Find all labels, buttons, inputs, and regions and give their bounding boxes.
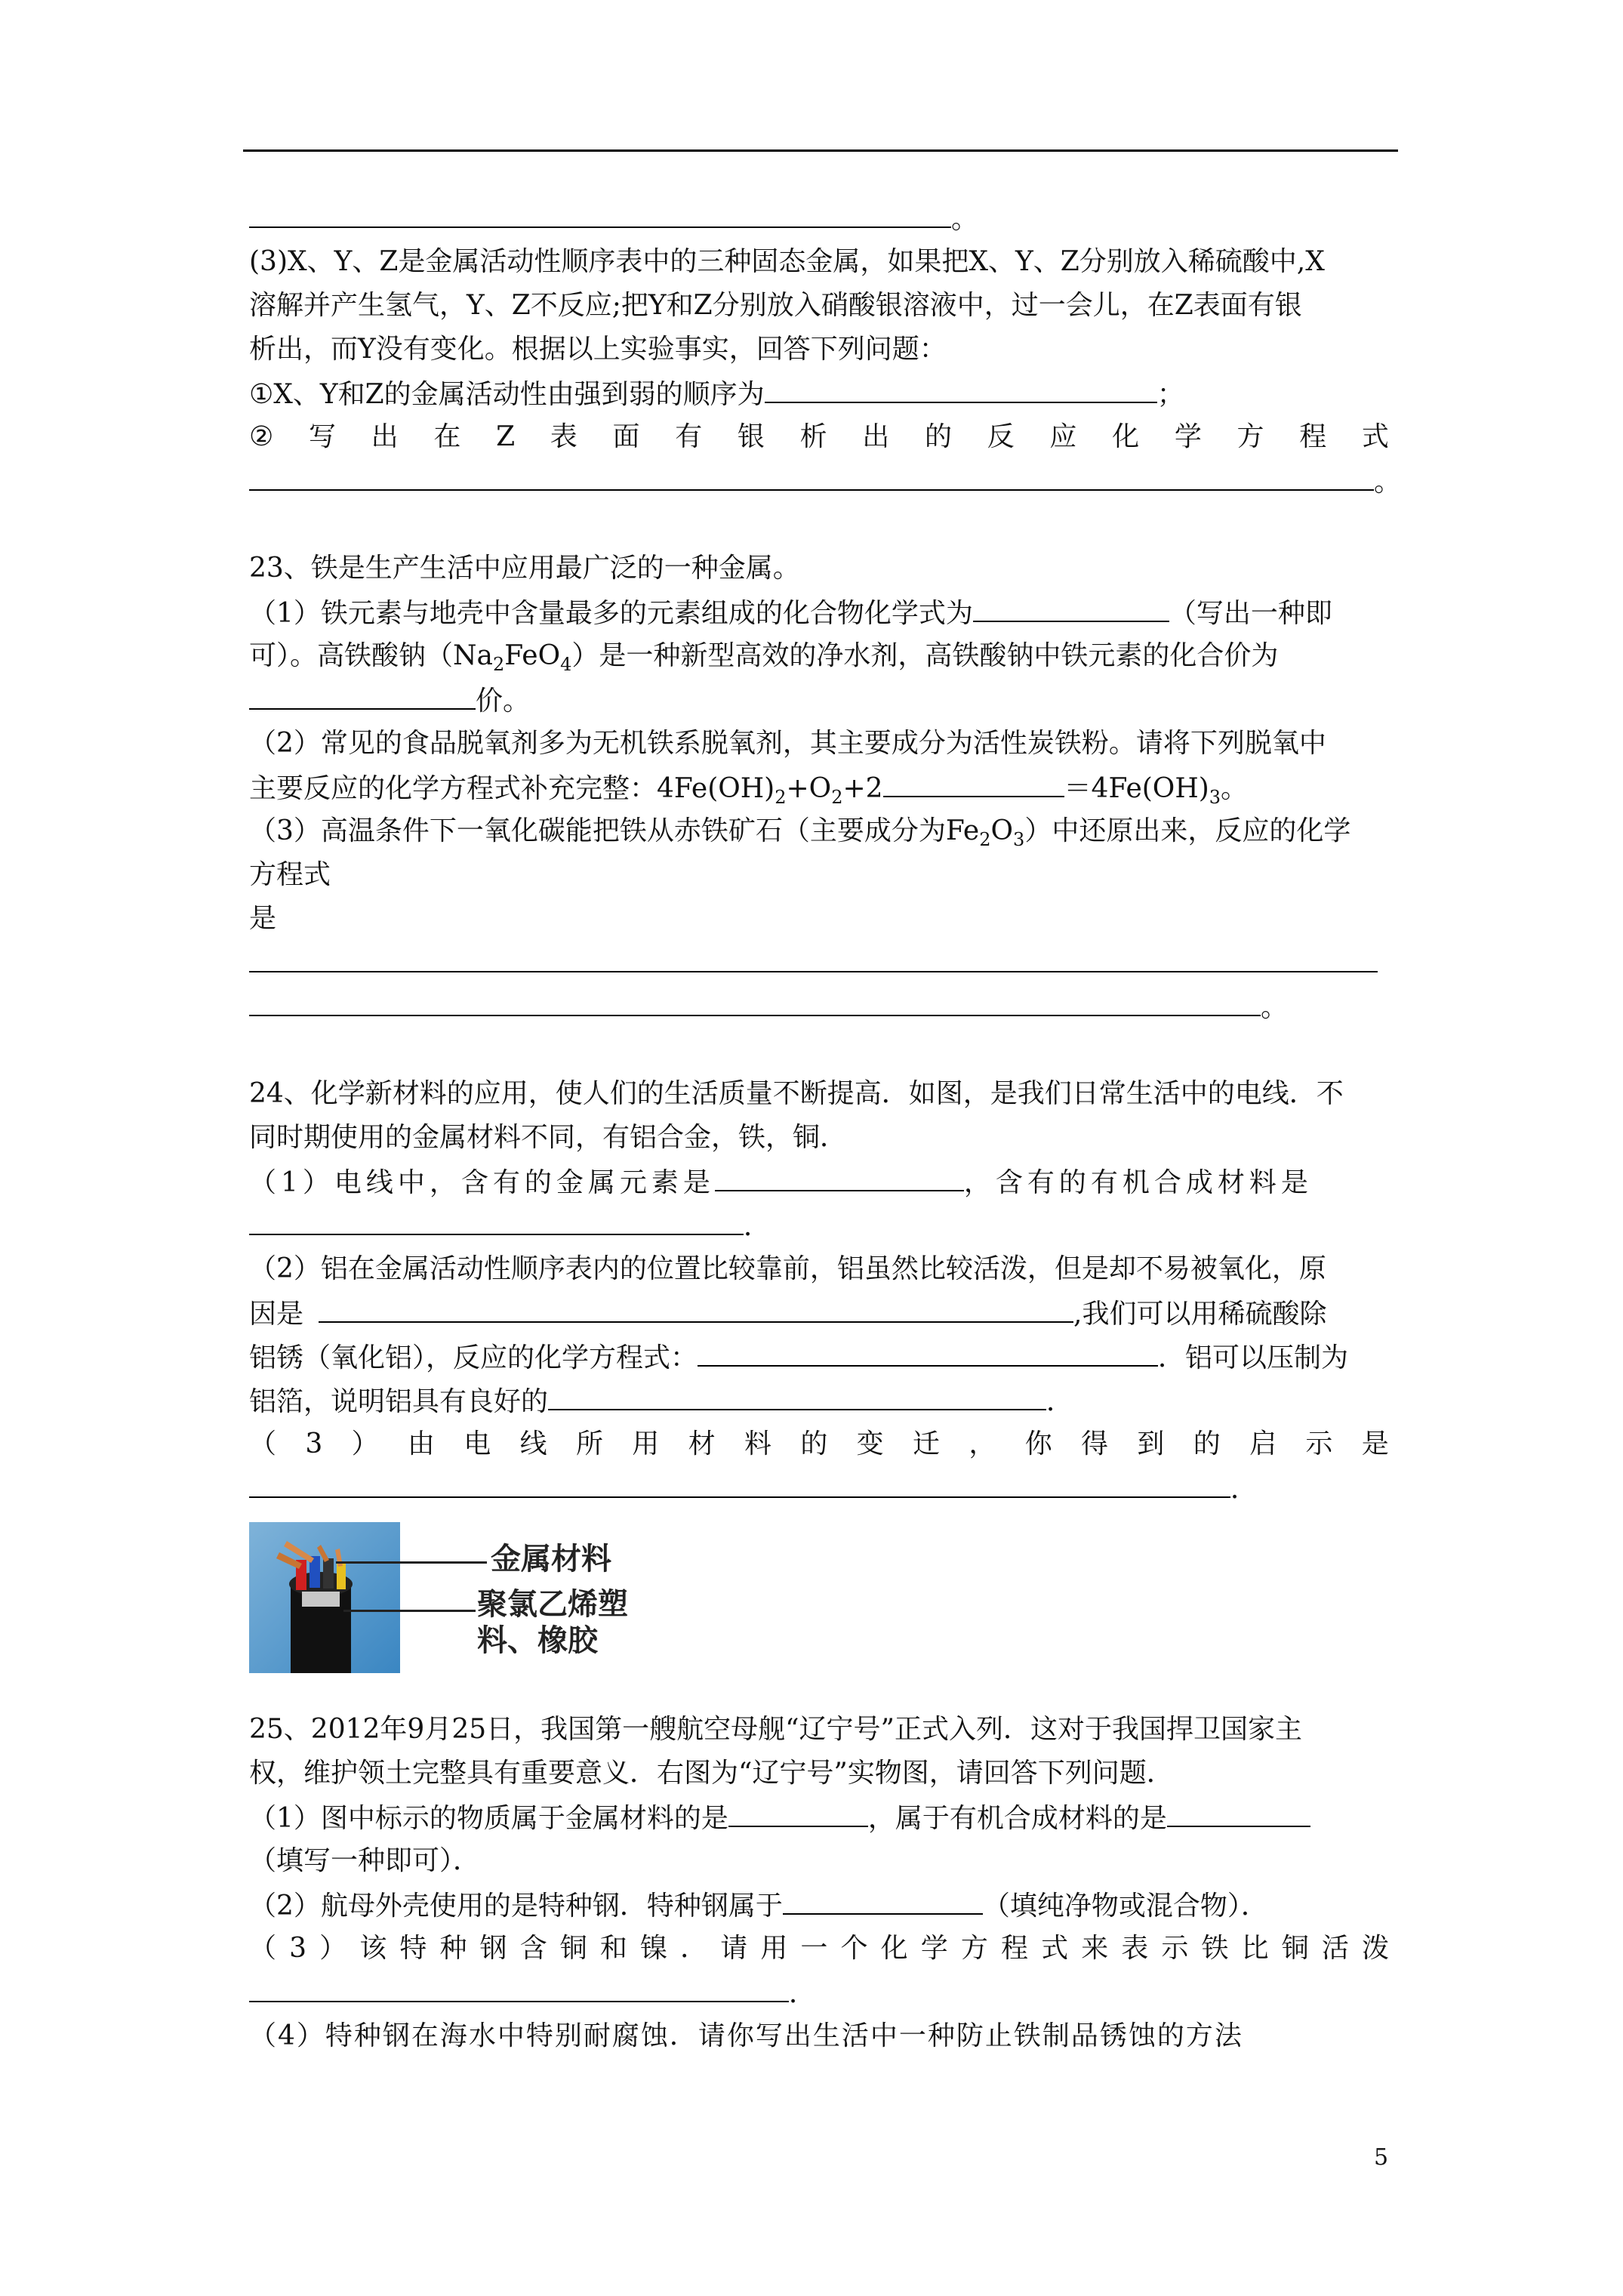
- page-number: 5: [1374, 2144, 1389, 2171]
- justified-char: 材: [688, 1428, 716, 1459]
- justified-char: 电: [463, 1428, 491, 1459]
- q23-p1-line2: 可）。高铁酸钠$(Na_2FeO_4)$是一种新型高效的净水剂，高铁酸钠中铁元素的化合价为: [249, 640, 1279, 676]
- justified-char: 写: [308, 421, 336, 452]
- justified-char: 是: [1361, 1428, 1389, 1459]
- justified-char: 银: [737, 421, 765, 452]
- justified-char: 学: [920, 1933, 948, 1964]
- justified-char: 方: [1236, 421, 1264, 452]
- justified-char: 线: [519, 1428, 547, 1459]
- justified-char: 变: [856, 1428, 884, 1459]
- answer-blank[interactable]: [883, 766, 1064, 797]
- answer-blank[interactable]: [249, 459, 1374, 491]
- justified-char: 所: [575, 1428, 603, 1459]
- q22-continuation-line: 。: [249, 196, 1397, 240]
- justified-char: 表: [1121, 1933, 1149, 1964]
- q24-p2-line2: 因是 ,我们可以用稀硫酸除: [249, 1291, 1397, 1335]
- justified-char: 出: [862, 421, 890, 452]
- justified-char: 钢: [479, 1933, 507, 1964]
- q23-answer-line1: [249, 941, 1397, 985]
- justified-char: （: [249, 1933, 277, 1964]
- justified-char: 启: [1249, 1428, 1277, 1459]
- q25-line2: 权，维护领土完整具有重要意义．右图为“辽宁号”实物图，请回答下列问题．: [249, 1758, 1174, 1789]
- justified-char: 式: [1041, 1933, 1069, 1964]
- justified-char: 铁: [1201, 1933, 1229, 1964]
- justified-char: 含: [519, 1933, 547, 1964]
- justified-char: 镍: [639, 1933, 667, 1964]
- justified-char: 面: [612, 421, 640, 452]
- label-plastic-line2: 料、橡胶: [477, 1623, 598, 1658]
- justified-char: 来: [1081, 1933, 1109, 1964]
- answer-blank[interactable]: [728, 1795, 868, 1827]
- q25-p3-answer: ．: [249, 1971, 1397, 2014]
- q25-p1-line2: （填写一种即可）．: [249, 1845, 481, 1876]
- justified-char: 的: [925, 421, 953, 452]
- answer-blank[interactable]: [249, 196, 951, 228]
- q22-sub2-answer: 。: [249, 459, 1397, 503]
- justified-char: 该: [359, 1933, 387, 1964]
- justified-char: 有: [675, 421, 703, 452]
- justified-char: 请: [720, 1933, 748, 1964]
- justified-char: 由: [407, 1428, 435, 1459]
- q22-sub1: ①X、Y和Z的金属活动性由强到弱的顺序为 ；: [249, 371, 1397, 415]
- answer-blank[interactable]: [548, 1379, 1046, 1410]
- justified-char: 在: [433, 421, 461, 452]
- justified-char: 3: [289, 1933, 307, 1964]
- justified-char: ）: [319, 1933, 347, 1964]
- q23-p3-line3: 是: [249, 903, 277, 934]
- justified-char: （: [249, 1428, 277, 1459]
- justified-char: 出: [371, 421, 399, 452]
- q24-p3-answer: ．: [249, 1466, 1397, 1510]
- justified-char: 示: [1161, 1933, 1189, 1964]
- answer-blank[interactable]: [249, 1466, 1230, 1498]
- justified-char: 程: [1000, 1933, 1028, 1964]
- q22-p3-line1: (3)X、Y、Z是金属活动性顺序表中的三种固态金属，如果把X、Y、Z分别放入稀硫酸中,X: [249, 246, 1325, 277]
- q23-answer-line2: 。: [249, 985, 1397, 1028]
- justified-char: ②: [249, 421, 274, 452]
- justified-char: 用: [632, 1428, 660, 1459]
- q24-p1-line2: ．: [249, 1203, 1397, 1247]
- pointer-line-metal: [336, 1561, 487, 1564]
- justified-char: 学: [1174, 421, 1202, 452]
- q24-p2-line1: （2）铝在金属活动性顺序表内的位置比较靠前，铝虽然比较活泼，但是却不易被氧化，原: [249, 1253, 1326, 1284]
- q22-sub2-justified: [249, 415, 1389, 459]
- justified-char: 应: [1049, 421, 1077, 452]
- answer-blank[interactable]: [973, 590, 1169, 622]
- justified-char: 一: [800, 1933, 828, 1964]
- justified-char: 特: [399, 1933, 427, 1964]
- q23-title: 23、铁是生产生活中应用最广泛的一种金属。: [249, 553, 800, 584]
- justified-char: 3: [305, 1428, 323, 1459]
- label-plastic-line1: 聚氯乙烯塑: [477, 1587, 628, 1622]
- justified-char: Z: [496, 421, 516, 452]
- justified-char: 铜: [1281, 1933, 1309, 1964]
- q25-p4: （4）特种钢在海水中特别耐腐蚀．请你写出生活中一种防止铁制品锈蚀的方法: [249, 2020, 1243, 2051]
- answer-blank[interactable]: [319, 1291, 1073, 1323]
- justified-char: 式: [1361, 421, 1389, 452]
- q24-line1: 24、化学新材料的应用，使人们的生活质量不断提高．如图，是我们日常生活中的电线．不: [249, 1078, 1344, 1109]
- justified-char: ）: [351, 1428, 379, 1459]
- q23-p3-line2: 方程式: [249, 859, 331, 890]
- justified-char: 和: [599, 1933, 627, 1964]
- justified-char: 程: [1299, 421, 1327, 452]
- justified-char: 化: [880, 1933, 908, 1964]
- justified-char: 泼: [1361, 1933, 1389, 1964]
- justified-char: ，: [969, 1428, 996, 1459]
- wire-figure: [249, 1522, 702, 1681]
- answer-blank[interactable]: [715, 1160, 964, 1191]
- justified-char: 料: [744, 1428, 771, 1459]
- justified-char: 方: [960, 1933, 988, 1964]
- q24-p1-line1: （1）电线中，含有的金属元素是 ，含有的有机合成材料是: [249, 1160, 1397, 1203]
- justified-char: 反: [987, 421, 1015, 452]
- electric-wire-image: [249, 1522, 400, 1673]
- justified-char: 的: [800, 1428, 828, 1459]
- answer-blank[interactable]: [249, 1971, 789, 2002]
- answer-blank[interactable]: [249, 678, 476, 710]
- q24-p2-line4: 铝箔，说明铝具有良好的 ．: [249, 1379, 1397, 1422]
- q25-p3-justified: [249, 1927, 1389, 1971]
- justified-char: 种: [439, 1933, 467, 1964]
- q22-p3-line2: 溶解并产生氢气，Y、Z不反应;把Y和Z分别放入硝酸银溶液中，过一会儿，在Z表面有银: [249, 290, 1302, 321]
- answer-blank[interactable]: [783, 1883, 983, 1915]
- q25-p2: （2）航母外壳使用的是特种钢．特种钢属于 （填纯净物或混合物）．: [249, 1883, 1397, 1927]
- justified-char: 个: [840, 1933, 868, 1964]
- justified-char: 比: [1241, 1933, 1269, 1964]
- justified-char: 你: [1024, 1428, 1052, 1459]
- justified-char: 示: [1305, 1428, 1333, 1459]
- answer-blank[interactable]: [698, 1335, 1158, 1367]
- q24-line2: 同时期使用的金属材料不同，有铝合金，铁，铜．: [249, 1122, 848, 1153]
- page-body: [249, 196, 1402, 2058]
- justified-char: 用: [760, 1933, 788, 1964]
- label-metal-material: 金属材料: [491, 1542, 611, 1576]
- justified-char: 化: [1112, 421, 1140, 452]
- justified-char: 的: [1193, 1428, 1221, 1459]
- q23-p1-line3: 价。: [249, 678, 1397, 722]
- answer-blank[interactable]: [249, 941, 1378, 972]
- justified-char: 到: [1137, 1428, 1165, 1459]
- justified-char: 迁: [913, 1428, 941, 1459]
- header-rule: [243, 149, 1398, 152]
- q23-p2-line2: 主要反应的化学方程式补充完整：$4Fe(OH)_2+O_2+2 =4Fe(OH)_3$。: [249, 766, 1397, 809]
- answer-blank[interactable]: [1167, 1795, 1310, 1827]
- q23-p2-line1: （2）常见的食品脱氧剂多为无机铁系脱氧剂，其主要成分为活性炭铁粉。请将下列脱氧中: [249, 728, 1326, 759]
- pointer-line-plastic: [343, 1610, 476, 1612]
- justified-char: 析: [799, 421, 827, 452]
- q22-p3-line3: 析出，而Y没有变化。根据以上实验事实，回答下列问题：: [249, 334, 947, 365]
- q24-p2-line3: 铝锈（氧化铝），反应的化学方程式： ．铝可以压制为: [249, 1335, 1397, 1379]
- justified-char: 得: [1081, 1428, 1109, 1459]
- q24-p3-justified: [249, 1422, 1389, 1466]
- q25-p1-line1: （1）图中标示的物质属于金属材料的是 ，属于有机合成材料的是: [249, 1795, 1397, 1839]
- answer-blank[interactable]: [249, 1203, 744, 1235]
- justified-char: ．: [680, 1933, 708, 1964]
- q25-line1: 25、2012年9月25日，我国第一艘航空母舰“辽宁号”正式入列．这对于我国捍卫国家主: [249, 1714, 1302, 1745]
- answer-blank[interactable]: [249, 985, 1261, 1016]
- q23-p3-line1: （3）高温条件下一氧化碳能把铁从赤铁矿石（主要成分为$Fe_2O_3$）中还原出来，反应的化学: [249, 815, 1351, 851]
- justified-char: 铜: [559, 1933, 587, 1964]
- q23-p1-line1: （1）铁元素与地壳中含量最多的元素组成的化合物化学式为 （写出一种即: [249, 590, 1397, 634]
- justified-char: 活: [1321, 1933, 1349, 1964]
- justified-char: 表: [550, 421, 577, 452]
- answer-blank[interactable]: [765, 371, 1157, 403]
